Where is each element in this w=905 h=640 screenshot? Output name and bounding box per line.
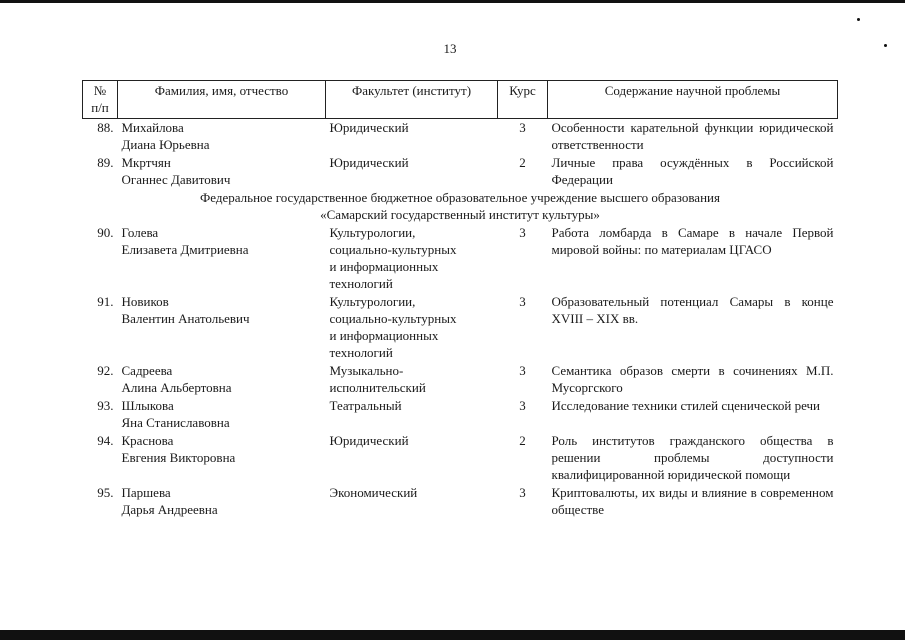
student-given-names: Дарья Андреевна bbox=[121, 502, 218, 517]
header-problem: Содержание научной проблемы bbox=[548, 81, 838, 119]
student-surname: Паршева bbox=[121, 485, 171, 500]
student-surname: Мкртчян bbox=[121, 155, 171, 170]
faculty-line: технологий bbox=[329, 276, 393, 291]
faculty bbox=[326, 397, 498, 432]
header-name: Фамилия, имя, отчество bbox=[118, 81, 326, 119]
faculty bbox=[326, 224, 498, 293]
table-row bbox=[83, 293, 838, 362]
student-name bbox=[118, 362, 326, 397]
faculty-line: Театральный bbox=[329, 398, 402, 413]
course-year: 3 bbox=[519, 225, 526, 240]
header-faculty: Факультет (институт) bbox=[326, 81, 498, 119]
faculty-line: Экономический bbox=[329, 485, 418, 500]
row-number: 94. bbox=[97, 433, 114, 448]
table-row bbox=[83, 397, 838, 432]
scan-border-top bbox=[0, 0, 905, 3]
table-row bbox=[83, 362, 838, 397]
faculty bbox=[326, 362, 498, 397]
header-number: № п/п bbox=[83, 81, 118, 119]
course-year: 3 bbox=[519, 294, 526, 309]
page-number: 13 bbox=[443, 41, 457, 56]
faculty-line: Юридический bbox=[329, 155, 409, 170]
student-given-names: Яна Станиславовна bbox=[121, 415, 230, 430]
student-given-names: Оганнес Давитович bbox=[121, 172, 231, 187]
course-year: 2 bbox=[519, 155, 526, 170]
student-name bbox=[118, 432, 326, 484]
research-problem: Личные права осуждённых в Российской Федерации bbox=[551, 155, 834, 187]
table-row bbox=[83, 154, 838, 189]
faculty-line: социально-культурных bbox=[329, 311, 457, 326]
faculty-line: Юридический bbox=[329, 433, 409, 448]
student-given-names: Валентин Анатольевич bbox=[121, 311, 250, 326]
student-name bbox=[118, 397, 326, 432]
faculty-line: и информационных bbox=[329, 259, 439, 274]
scan-speck bbox=[857, 18, 860, 21]
student-given-names: Елизавета Дмитриевна bbox=[121, 242, 249, 257]
student-name bbox=[118, 224, 326, 293]
student-surname: Садреева bbox=[121, 363, 173, 378]
research-problem: Исследование техники стилей сценической речи bbox=[551, 398, 821, 413]
table-row bbox=[83, 484, 838, 519]
course-year: 2 bbox=[519, 433, 526, 448]
faculty-line: социально-культурных bbox=[329, 242, 457, 257]
table-header-row bbox=[83, 81, 838, 119]
student-name bbox=[118, 293, 326, 362]
faculty bbox=[326, 432, 498, 484]
scan-speck bbox=[884, 44, 887, 47]
section-row bbox=[83, 189, 838, 224]
student-surname: Новиков bbox=[121, 294, 169, 309]
student-name bbox=[118, 154, 326, 189]
student-surname: Голева bbox=[121, 225, 159, 240]
faculty-line: Юридический bbox=[329, 120, 409, 135]
faculty-line: исполнительский bbox=[329, 380, 426, 395]
student-surname: Шлыкова bbox=[121, 398, 174, 413]
course-year: 3 bbox=[519, 363, 526, 378]
table-row bbox=[83, 224, 838, 293]
scan-border-bottom bbox=[0, 630, 905, 640]
research-problem: Работа ломбарда в Самаре в начале Первой мировой войны: по материалам ЦГАСО bbox=[551, 225, 834, 257]
faculty-line: технологий bbox=[329, 345, 393, 360]
student-given-names: Алина Альбертовна bbox=[121, 380, 232, 395]
faculty bbox=[326, 119, 498, 155]
faculty bbox=[326, 154, 498, 189]
student-given-names: Евгения Викторовна bbox=[121, 450, 236, 465]
row-number: 91. bbox=[97, 294, 114, 309]
student-name bbox=[118, 119, 326, 155]
header-course: Курс bbox=[498, 81, 548, 119]
table-row bbox=[83, 119, 838, 155]
institution-heading: Федеральное государственное бюджетное образовательное учреждение высшего образования «Самарский государственный институт культуры» bbox=[200, 190, 720, 222]
row-number: 95. bbox=[97, 485, 114, 500]
student-name bbox=[118, 484, 326, 519]
faculty-line: Культурологии, bbox=[329, 294, 416, 309]
student-surname: Краснова bbox=[121, 433, 174, 448]
faculty-line: и информационных bbox=[329, 328, 439, 343]
research-problem: Особенности карательной функции юридической ответственности bbox=[551, 120, 834, 152]
faculty bbox=[326, 293, 498, 362]
faculty-line: Культурологии, bbox=[329, 225, 416, 240]
research-problem: Роль институтов гражданского общества в решении проблемы доступности квалифицированной юридической помощи bbox=[551, 433, 834, 482]
row-number: 92. bbox=[97, 363, 114, 378]
row-number: 93. bbox=[97, 398, 114, 413]
row-number: 90. bbox=[97, 225, 114, 240]
row-number: 89. bbox=[97, 155, 114, 170]
row-number: 88. bbox=[97, 120, 114, 135]
faculty bbox=[326, 484, 498, 519]
course-year: 3 bbox=[519, 398, 526, 413]
student-given-names: Диана Юрьевна bbox=[121, 137, 210, 152]
students-table bbox=[82, 80, 838, 519]
faculty-line: Музыкально- bbox=[329, 363, 404, 378]
course-year: 3 bbox=[519, 485, 526, 500]
table-row bbox=[83, 432, 838, 484]
research-problem: Криптовалюты, их виды и влияние в современном обществе bbox=[551, 485, 834, 517]
research-problem: Образовательный потенциал Самары в конце XVIII – XIX вв. bbox=[551, 294, 834, 326]
student-surname: Михайлова bbox=[121, 120, 184, 135]
research-problem: Семантика образов смерти в сочинениях М.П. Мусоргского bbox=[551, 363, 834, 395]
course-year: 3 bbox=[519, 120, 526, 135]
